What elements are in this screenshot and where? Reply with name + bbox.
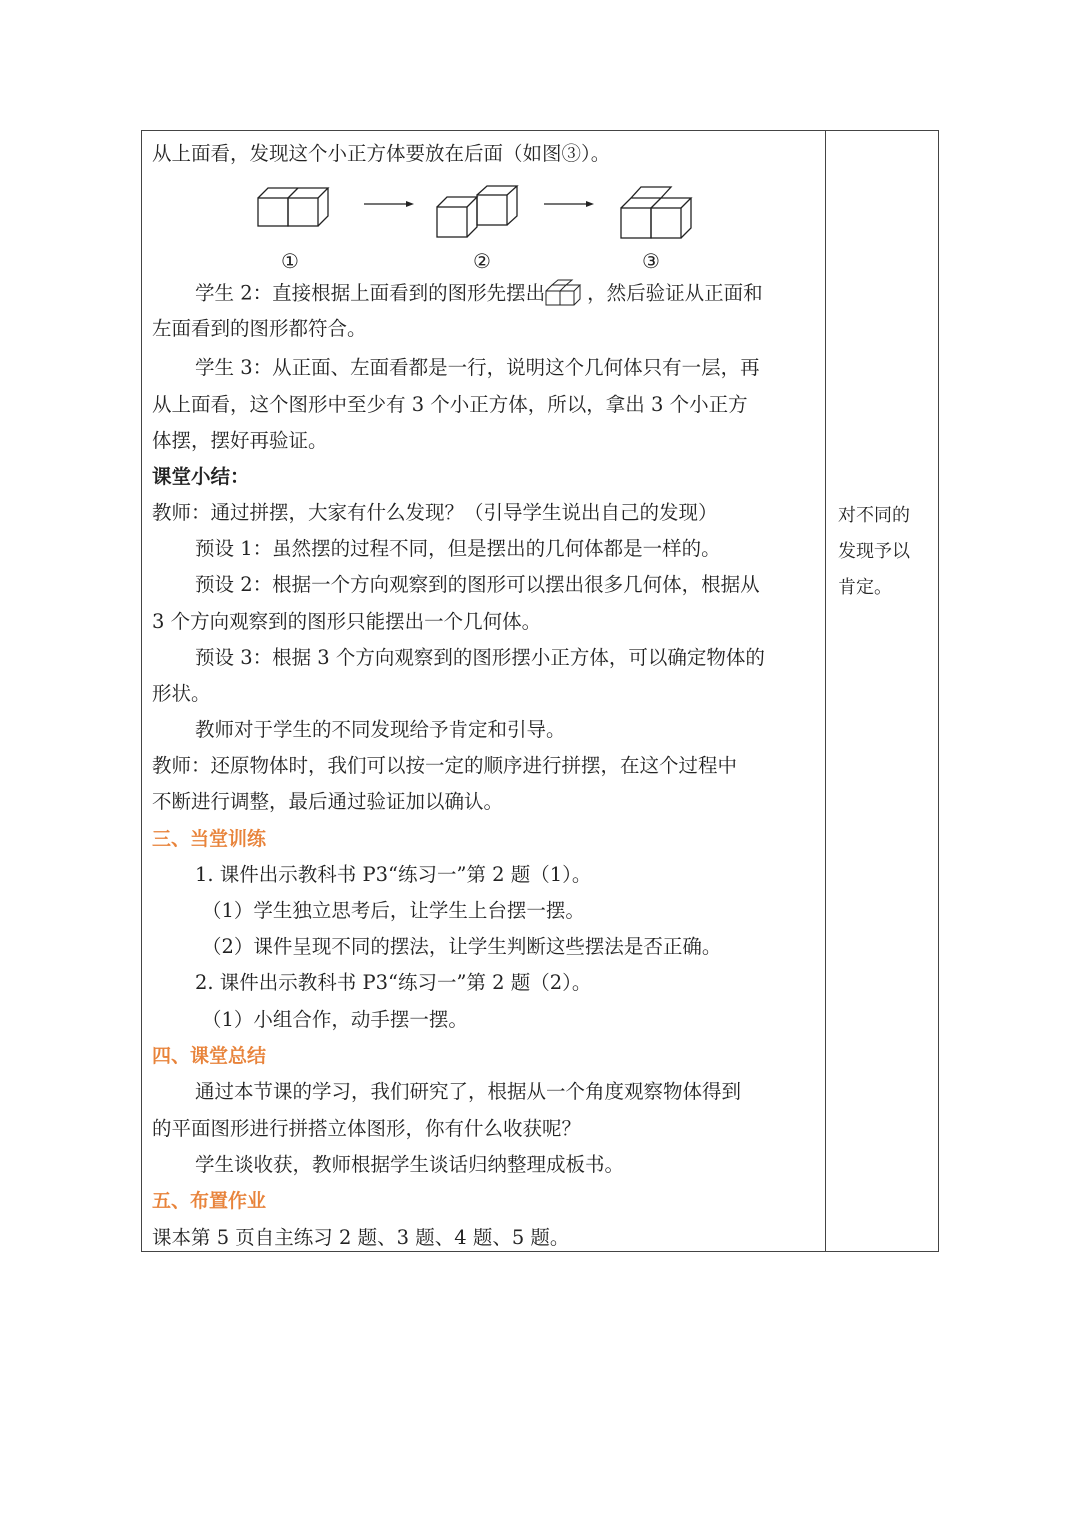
cube-figure-2 (436, 185, 526, 241)
side-note-line: 肯定。 (838, 577, 892, 598)
text-line: （1）学生独立思考后，让学生上台摆一摆。 (202, 899, 585, 922)
side-note-line: 对不同的 (838, 505, 910, 526)
text-line: 预设 3：根据 3 个方向观察到的图形摆小正方体，可以确定物体的 (195, 646, 765, 669)
text-line: 通过本节课的学习，我们研究了，根据从一个角度观察物体得到 (195, 1080, 742, 1103)
column-divider (825, 131, 826, 1251)
text-line: 预设 1：虽然摆的过程不同，但是摆出的几何体都是一样的。 (195, 537, 721, 560)
section-heading: 三、当堂训练 (152, 828, 267, 850)
text-line: 3 个方向观察到的图形只能摆出一个几何体。 (152, 610, 542, 633)
text-line: 从上面看，这个图形中至少有 3 个小正方体，所以，拿出 3 个小正方 (152, 393, 748, 416)
section-heading: 四、课堂总结 (152, 1045, 267, 1067)
section-heading: 五、布置作业 (152, 1190, 267, 1212)
text-line: 学生 3：从正面、左面看都是一行，说明这个几何体只有一层，再 (195, 356, 760, 379)
text-line: 教师：通过拼摆，大家有什么发现？（引导学生说出自己的发现） (152, 501, 718, 524)
text-line: （1）小组合作，动手摆一摆。 (202, 1008, 468, 1031)
text-line: 教师对于学生的不同发现给予肯定和引导。 (195, 718, 566, 741)
text-line: 不断进行调整，最后通过验证加以确认。 (152, 790, 504, 813)
text-line: 2. 课件出示教科书 P3“练习一”第 2 题（2）。 (195, 971, 592, 994)
text-line: 1. 课件出示教科书 P3“练习一”第 2 题（1）。 (195, 863, 592, 886)
text-line: 学生谈收获，教师根据学生谈话归纳整理成板书。 (195, 1153, 625, 1176)
arrow-icon (364, 198, 414, 210)
cube-figure-1 (257, 186, 331, 230)
text-line: 的平面图形进行拼搭立体图形，你有什么收获呢？ (152, 1117, 582, 1140)
text-line: 课本第 5 页自主练习 2 题、3 题、4 题、5 题。 (152, 1226, 570, 1249)
text-line: 左面看到的图形都符合。 (152, 317, 367, 340)
text-line: 教师：还原物体时，我们可以按一定的顺序进行拼摆，在这个过程中 (152, 754, 738, 777)
text-span: 学生 2：直接根据上面看到的图形先摆出 (195, 281, 546, 305)
figure-label: ① (281, 249, 299, 273)
inline-cube-icon (545, 279, 587, 309)
text-line: （2）课件呈现不同的摆法，让学生判断这些摆法是否正确。 (202, 935, 722, 958)
text-line: 形状。 (152, 682, 211, 705)
text-line: 体摆，摆好再验证。 (152, 429, 328, 452)
text-span: ，然后验证从正面和 (587, 281, 763, 305)
figure-label: ② (473, 249, 491, 273)
lesson-table (141, 130, 939, 1252)
cube-figure-3 (620, 184, 696, 242)
figure-label: ③ (642, 249, 660, 273)
text-line: 预设 2：根据一个方向观察到的图形可以摆出很多几何体，根据从 (195, 573, 760, 596)
side-note-line: 发现予以 (838, 541, 910, 562)
arrow-icon (544, 198, 594, 210)
section-title: 课堂小结： (152, 465, 250, 488)
text-line (195, 279, 763, 309)
text-line: 从上面看，发现这个小正方体要放在后面（如图③）。 (152, 142, 611, 165)
